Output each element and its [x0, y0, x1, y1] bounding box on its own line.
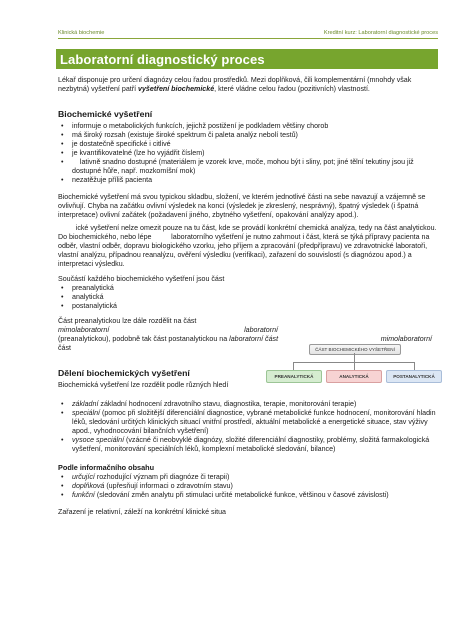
section1-heading: Biochemické vyšetření: [58, 109, 153, 119]
list-item: • preanalytická: [61, 284, 114, 292]
parts-lead: Součástí každého biochemického vyšetření jsou část: [58, 275, 225, 283]
item-term: speciální: [72, 409, 100, 417]
title-bar: [56, 49, 438, 69]
parts-block: [58, 275, 258, 311]
list-item: • lativně snadno dostupné (materiálem je vzorek krve, moče, mohou být i sliny, pot; jiné tělní tekutiny jsou již dostupné hůře, např. mozkomíšní mok): [61, 158, 416, 175]
intro-text-2: , které vládne celou řadou (pozitivních) vlastností.: [214, 85, 370, 93]
list-item: • má široký rozsah (existuje široké spektrum či paleta analýz nebolí testů): [61, 131, 298, 139]
footer-line: Zařazení je relativní, záleží na konkrétní klinické situa: [58, 508, 226, 516]
list-item: • nezatěžuje příliš pacienta: [61, 176, 153, 184]
diagram-box-postanalytic: POSTANALYTICKÁ: [386, 370, 442, 383]
item-text: (pomoc při složitější diferenciální diagnostice, vybrané metabolické funkce hodnocení, monitorování hladin léků, sledování určitých klinických situací vnitřní prostředí, aktuální metabolické a energetické situace, stav výživy apod., vyhodnocování bilančních vyšetření): [72, 409, 436, 435]
list-item-text: preanalytická: [72, 284, 114, 292]
list-item: • doplňková (upřesňují informaci o zdravotním stavu): [61, 482, 233, 490]
divide-line-4: část: [58, 344, 72, 352]
divide-line-3: [58, 335, 438, 344]
section2-list: [58, 400, 438, 454]
diagram-connector: [414, 362, 415, 370]
diagram-box-preanalytic: PREANALYTICKÁ: [266, 370, 322, 383]
list-item: • analytická: [61, 293, 104, 301]
list-item: • je dostatečně specifické i citlivé: [61, 140, 171, 148]
item-term: vysoce speciální: [72, 436, 125, 444]
divide-term-b: laboratorní: [244, 326, 278, 334]
item-term: funkční: [72, 491, 95, 499]
diagram-connector: [354, 353, 355, 362]
intro-bold: vyšetření biochemické: [138, 85, 215, 93]
parts-list: [58, 284, 258, 311]
list-item: • vysoce speciální (vzácné či neobvyklé diagnózy, složité diferenciální diagnostiky, problémy, složitá farmakologická vyšetření, monitorování speciálních léků, komplexní metabolické sledování, bilance): [61, 436, 430, 453]
item-text: (sledování změn analytu při stimulaci určité metabolické funkce, většinou v časové závislosti): [94, 491, 389, 499]
divide-line-1: Část preanalytickou lze dále rozdělit na část: [58, 317, 197, 325]
header-left: Klinická biochemie: [58, 30, 105, 36]
divide-term-c: laboratorní část: [229, 335, 279, 343]
paragraph-3: ické vyšetření nelze omezit pouze na tu část, kde se provádí konkrétní chemická analýza, tedy na část analytickou. Do biochemického, nebo lépe laboratorního vyšetření je nutno zahrnout i část, která se týká přípravy pacienta na odběr, vlastní odběr, dopravu biologického vzorku, jeho příjem a zpracování (předpřípravu) ve zdravotnické laboratoři, vlastní analýzu, případnou reanalýzu, ověření výsledku (verifikaci), zařazení do souvislostí (s diagnózou apod.) a interpretaci výsledku.: [58, 224, 439, 268]
item-term: určující: [72, 473, 95, 481]
item-term: doplňková: [72, 482, 105, 490]
diagram-top-box: ČÁST BIOCHEMICKÉHO VYŠETŘENÍ: [309, 344, 401, 355]
diagram-connector: [354, 362, 355, 370]
list-item: • speciální (pomoc při složitější diferenciální diagnostice, vybrané metabolické funkce hodnocení, monitorování hladin léků, sledování určitých klinických situací vnitřní prostředí, aktuální metabolické a energetické situace, stav výživy apod., vyhodnocování bilančních vyšetření): [61, 409, 436, 435]
list-item-text: postanalytická: [72, 302, 117, 310]
list-item-text: má široký rozsah (existuje široké spektrum či paleta analýz nebolí testů): [72, 131, 298, 139]
section1-list: [58, 122, 438, 185]
list-item: • funkční (sledování změn analytu při stimulaci určité metabolické funkce, většinou v časové závislosti): [61, 491, 389, 499]
divide-term-d: mimolaboratorní: [380, 335, 432, 343]
header-right: Kreditní kurz: Laboratorní diagnostické proces: [323, 30, 438, 36]
list-item: • postanalytická: [61, 302, 117, 310]
list-item-text: nezatěžuje příliš pacienta: [72, 176, 153, 184]
section2-lead: Biochemická vyšetření lze rozdělit podle různých hledí: [58, 381, 229, 389]
item-text: (vzácné či neobvyklé diagnózy, složité diferenciální diagnostiky, problémy, složitá farmakologická vyšetření, monitorování speciálních léků, komplexní metabolické sledování, bilance): [72, 436, 430, 453]
process-diagram: [266, 344, 442, 390]
list-item: • je kvantifikovatelné (lze ho vyjádřit číslem): [61, 149, 205, 157]
divide-term-a: mimolaboratorní: [58, 326, 110, 334]
section2-heading: Dělení biochemických vyšetření: [58, 368, 190, 378]
item-text: rozhodující význam při diagnóze či terapii): [94, 473, 230, 481]
list-item-text: informuje o metabolických funkcích, jejichž postižení je podkladem většiny chorob: [72, 122, 329, 130]
list-item-text: je dostatečně specifické i citlivé: [72, 140, 171, 148]
page-title: Laboratorní diagnostický proces: [60, 51, 265, 67]
item-text: základní hodnocení zdravotního stavu, diagnostika, terapie, monitorování terapie): [98, 400, 357, 408]
document-body: [58, 76, 438, 517]
list-item-text: je kvantifikovatelné (lze ho vyjádřit číslem): [72, 149, 205, 157]
page-header: [58, 22, 438, 39]
item-text: (upřesňují informaci o zdravotním stavu): [104, 482, 233, 490]
list-item: • určující rozhodující význam při diagnóze či terapii): [61, 473, 230, 481]
intro-text-1: Lékař disponuje pro určení diagnózy celou řadou prostředků. Mezi doplňková, čili komplementární (mnohdy však nezbytná) vyšetření patří: [58, 76, 412, 93]
item-term: základní: [72, 400, 99, 408]
section3-list: [58, 473, 438, 500]
intro-paragraph: [58, 76, 438, 94]
diagram-connector: [293, 362, 294, 370]
divide-text: (preanalytickou), podobně tak část postanalytickou na: [58, 335, 230, 343]
list-item-text: analytická: [72, 293, 104, 301]
section3-heading: Podle informačního obsahu: [58, 463, 155, 472]
list-item: • informuje o metabolických funkcích, jejichž postižení je podkladem většiny chorob: [61, 122, 329, 130]
list-item: • základní základní hodnocení zdravotního stavu, diagnostika, terapie, monitorování terapie): [61, 400, 357, 408]
list-item-text: lativně snadno dostupné (materiálem je vzorek krve, moče, mohou být i sliny, pot; jiné tělní tekutiny jsou již dostupné hůře, např. mozkomíšní mok): [72, 158, 416, 175]
divide-line-2: [58, 326, 278, 335]
paragraph-2: Biochemické vyšetření má svou typickou skladbu, složení, ve kterém jednotlivé části na sebe navazují a vzájemně se ovlivňují. Chyba na začátku ovlivní výsledek na konci (výsledek je zkreslený, nesprávný), špatný výsledek (i špatná interpretace) ovlivní začátek (požadavení jiného, zbytného vyšetření, opakování analýzy apod.).: [58, 193, 426, 219]
diagram-box-analytic: ANALYTICKÁ: [326, 370, 382, 383]
